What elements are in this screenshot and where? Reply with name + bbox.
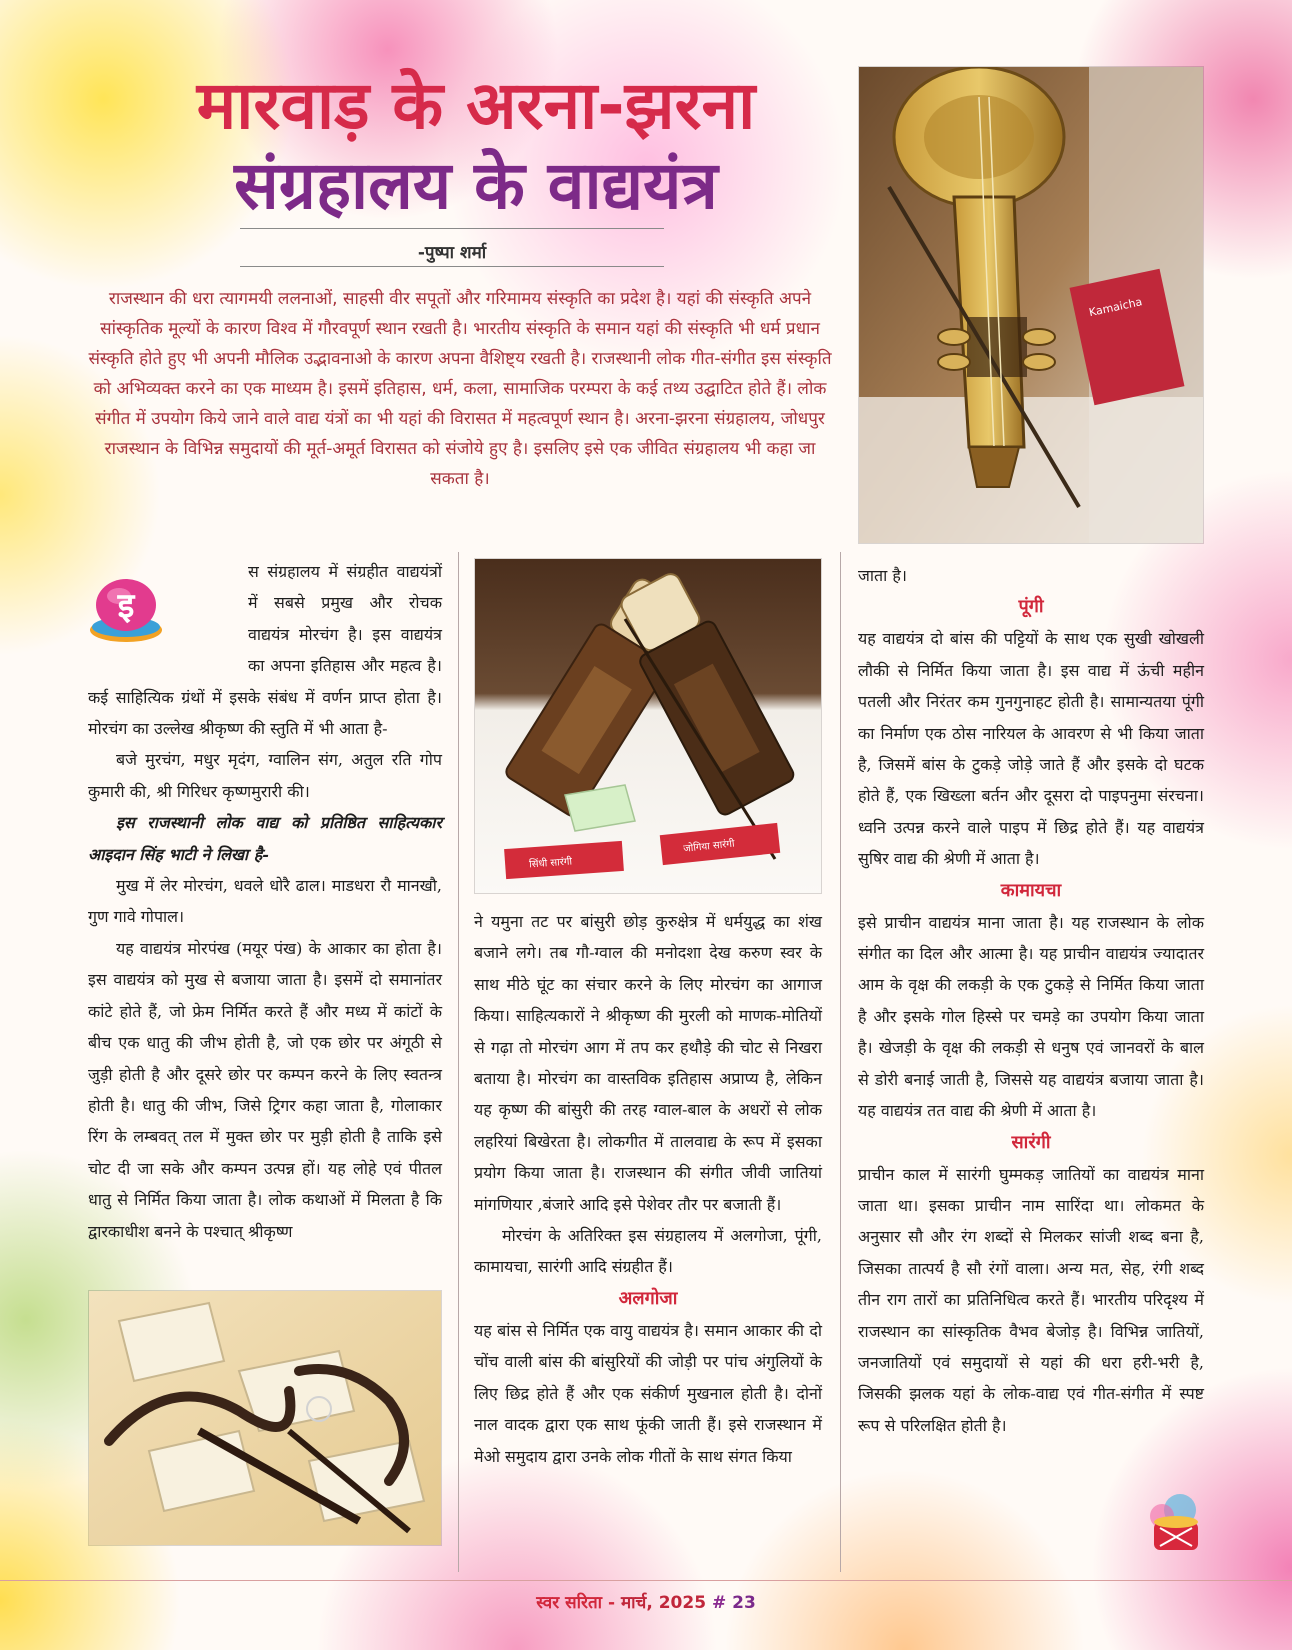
intro-paragraph: राजस्थान की धरा त्यागमयी ललनाओं, साहसी वीर सपूतों और गरिमामय संस्कृति का प्रदेश है। यहां की संस्कृति अपने सांस्कृतिक मूल्यों के कारण विश्व में गौरवपूर्ण स्थान रखती है। भारतीय संस्कृति के समान यहां की संस्कृति भी धर्म प्रधान संस्कृति होते हुए भी अपनी मौलिक उद्भावनाओ के कारण अपना वैशिष्ट्य रखती है। राजस्थानी लोक गीत-संगीत इस संस्कृति को अभिव्यक्त करने का एक माध्यम है। इसमें इतिहास, धर्म, कला, सामाजिक परम्परा के कई तथ्य उद्घाटित होते हैं। लोक संगीत में उपयोग किये जाने वाले वाद्य यंत्रों का भी यहां की विरासत में महत्वपूर्ण स्थान है। अरना-झरना संग्रहालय, जोधपुर राजस्थान के विभिन्न समुदायों की मूर्त-अमूर्त विरासत को संजोये हुए है। इसलिए इसे एक जीवित संग्रहालय भी कहा जा सकता है। [88,289,832,489]
photo-sarangis [474,558,822,894]
col1-p2: यह वाद्ययंत्र मोरपंख (मयूर पंख) के आकार का होता है। इस वाद्ययंत्र को मुख से बजाया जाता है। इसमें दो समानांतर कांटे होते हैं, जो फ्रेम निर्मित करते हैं और मध्य में कांटों के बीच एक धातु की जीभ होती है, जो एक छोर पर अंगूठी से जुड़ी होती है और दूसरे छोर पर कम्पन करने के लिए स्वतन्त्र होती है। धातु की जीभ, जिसे ट्रिगर कहा जाता है, गोलाकार रिंग के लम्बवत् तल में मुक्त छोर पर मुड़ी होती है ताकि इसे चोट दी जा सके और कम्पन उत्पन्न हों। यह लोहे एवं पीतल धातु से निर्मित किया जाता है। लोक कथाओं में मिलता है कि द्वारकाधीश बनने के पश्चात् श्रीकृष्ण [88,938,442,1241]
kamaicha-label: Kamaicha [1087,295,1144,320]
col2-p1: ने यमुना तट पर बांसुरी छोड़ कुरुक्षेत्र में धर्मयुद्ध का शंख बजाने लगे। तब गौ-ग्वाल की मनोदशा देख करुण स्वर के साथ मीठे घूंट का संचार करने के लिए मोरचंग का आगाज किया। साहित्यकारों ने श्रीकृष्ण की मुरली को माणक-मोतियों से गढ़ा तो मोरचंग आग में तप कर हथौड़े की चोट से निखरा बताया है। मोरचंग का वास्तविक इतिहास अप्राप्य है, लेकिन यह कृष्ण की बांसुरी की तरह ग्वाल-बाल के अधरों से लोक लहरियां बिखेरता है। लोकगीत में तालवाद्य के रूप में इसका प्रयोग किया जाता है। राजस्थान की संगीत जीवी जातियां मांगणियार ,बंजारे आदि इसे पेशेवर तौर पर बजाती हैं। [474,912,822,1214]
column-2 [474,906,822,1472]
col3-pungi: यह वाद्ययंत्र दो बांस की पट्टियों के साथ एक सुखी खोखली लौकी से निर्मित किया जाता है। इस वाद्य में ऊंची महीन पतली और निरंतर कम गुनगुनाहट होती है। सामान्यतया पूंगी का निर्माण एक ठोस नारियल के आवरण से भी किया जाता है, जिसमें बांस के टुकड़े जोड़े जाते हैं और इसके दो घटक होते हैं, एक खिख्ला बर्तन और दूसरा दो पाइपनुमा संरचना। ध्वनि उत्पन्न करने वाले पाइप में छिद्र होते हैं। यह वाद्ययंत्र सुषिर वाद्य की श्रेणी में आता है। [858,629,1204,869]
column-3 [858,560,1204,1441]
col1-p1: स संग्रहालय में संग्रहीत वाद्ययंत्रों में सबसे प्रमुख और रोचक वाद्ययंत्र मोरचंग है। इस वाद्ययंत्र का अपना इतिहास और महत्व है। कई साहित्यिक ग्रंथों में इसके संबंध में वर्णन प्राप्त होता है। मोरचंग का उल्लेख श्रीकृष्ण की स्तुति में भी आता है- [88,562,442,739]
heading-sarangi: सारंगी [1011,1131,1051,1153]
heading-pungi: पूंगी [1018,596,1044,618]
label-sindhi-sarangi: सिंधी सारंगी [528,856,573,871]
footer-magazine-name: स्वर सरिता [536,1593,603,1613]
footer-page-number: 23 [732,1593,756,1613]
col3-continuation: जाता है। [858,566,907,585]
column-rule-1 [458,552,459,1572]
sarangi-illustration [475,559,822,894]
photo-morchang [88,1290,442,1546]
col1-verse1: बजे मुरचंग, मधुर मृदंग, ग्वालिन संग, अतुल रति गोप कुमारी की, श्री गिरिधर कृष्णमुरारी की। [88,750,442,801]
byline: -पुष्पा शर्मा [417,243,487,263]
byline-rule-bottom [240,266,664,267]
heading-algoza: अलगोजा [618,1287,678,1309]
col2-algoza: यह बांस से निर्मित एक वायु वाद्ययंत्र है। समान आकार की दो चोंच वाली बांस की बांसुरियों की जोड़ी पर पांच अंगुलियों के लिए छिद्र होते हैं और एक संकीर्ण मुखनाल होती है। दोनों नाल वादक द्वारा एक साथ फूंकी जाती हैं। इसे राजस्थान में मेओ समुदाय द्वारा उनके लोक गीतों के साथ संगत किया [474,1320,822,1466]
col2-p2: मोरचंग के अतिरिक्त इस संग्रहालय में अलगोजा, पूंगी, कामायचा, सारंगी आदि संग्रहीत हैं। [474,1226,822,1277]
col1-verse2: मुख में लेर मोरचंग, धवले धोरै ढाल। माडधरा रौ मानखौ, गुण गावे गोपाल। [88,876,442,927]
col1-bold-line: इस राजस्थानी लोक वाद्य को प्रतिष्ठित साहित्यकार आइदान सिंह भाटी ने लिखा है- [88,813,442,864]
title-line-1: मारवाड़ के अरना-झरना [196,67,756,144]
col3-sarangi: प्राचीन काल में सारंगी घुम्मकड़ जातियों का वाद्ययंत्र माना जाता था। इसका प्राचीन नाम सारिंदा था। लोकमत के अनुसार सौ और रंग शब्दों से मिलकर सांजी शब्द बना है, जिसका तात्पर्य है सौ रंगों वाला। अन्य मत, सेह, रंगी शब्द तीन राग तारों का प्रतिनिधित्व करते हैं। भारतीय परिदृश्य में राजस्थान का सांस्कृतिक वैभव बेजोड़ है। विभिन्न जातियों, जनजातियों एवं समुदायों से यहां की धरा हरी-भरी है, जिसकी झलक यहां के लोक-वाद्य एवं गीत-संगीत में स्पष्ट रूप से परिलक्षित होती है। [858,1164,1204,1435]
kamaicha-illustration [859,67,1204,544]
article-title [120,66,832,226]
drum-icon [1140,1492,1210,1556]
dropcap-letter: इ [117,586,135,626]
footer-separator: - [602,1593,621,1613]
column-rule-2 [840,552,841,1572]
footer-hash: # [706,1593,733,1613]
morchang-illustration [89,1291,442,1546]
dropcap-badge [86,572,166,646]
label-jogiya-sarangi: जोगिया सारंगी [682,838,736,855]
dropcap-ornament [86,572,166,646]
footer-rule [0,1580,1292,1581]
footer [0,1590,1292,1613]
heading-kamaycha: कामायचा [1000,879,1062,901]
col3-kamaycha: इसे प्राचीन वाद्ययंत्र माना जाता है। यह राजस्थान के लोक संगीत का दिल और आत्मा है। यह प्राचीन वाद्ययंत्र ज्यादातर आम के वृक्ष की लकड़ी के एक टुकड़े से निर्मित किया जाता है और इसके गोल हिस्से पर चमड़े का उपयोग किया जाता है। खेजड़ी के वृक्ष की लकड़ी से धनुष एवं जानवरों के बाल से डोरी बनाई जाती है, जिससे यह वाद्ययंत्र बजाया जाता है। यह वाद्ययंत्र तत वाद्य की श्रेणी में आता है। [858,912,1204,1121]
byline-rule-top [240,228,664,229]
footer-date: मार्च, 2025 [620,1593,707,1613]
title-line-2: संग्रहालय के वाद्ययंत्र [234,147,718,224]
column-1 [88,556,442,1247]
photo-kamaicha [858,66,1204,544]
